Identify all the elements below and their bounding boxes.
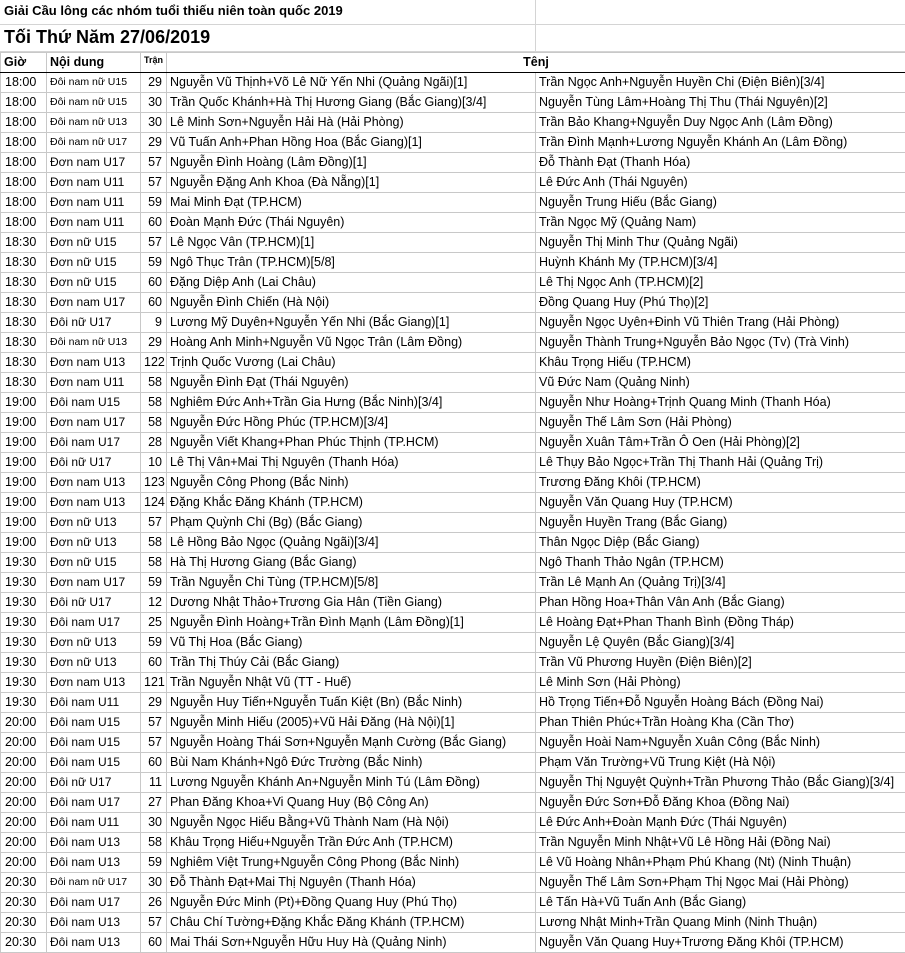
player1-cell: Nguyễn Công Phong (Bắc Ninh)	[167, 473, 536, 493]
category-cell: Đơn nữ U13	[47, 633, 141, 653]
match-cell: 9	[141, 313, 167, 333]
time-cell: 19:30	[1, 593, 47, 613]
match-cell: 57	[141, 733, 167, 753]
table-row	[1, 613, 905, 633]
match-cell: 122	[141, 353, 167, 373]
time-cell: 18:00	[1, 73, 47, 93]
player2-cell: Trần Lê Mạnh An (Quảng Trị)[3/4]	[536, 573, 905, 593]
category-cell: Đôi nam nữ U13	[47, 113, 141, 133]
table-row	[1, 453, 905, 473]
table-row	[1, 553, 905, 573]
time-cell: 20:00	[1, 833, 47, 853]
time-cell: 19:00	[1, 533, 47, 553]
time-cell: 18:30	[1, 373, 47, 393]
table-row	[1, 713, 905, 733]
player2-cell: Phan Thiên Phúc+Trần Hoàng Kha (Cần Thơ)	[536, 713, 905, 733]
match-cell: 60	[141, 213, 167, 233]
category-cell: Đơn nam U13	[47, 493, 141, 513]
match-cell: 57	[141, 713, 167, 733]
category-cell: Đôi nam nữ U13	[47, 333, 141, 353]
category-cell: Đơn nam U17	[47, 413, 141, 433]
time-cell: 20:00	[1, 753, 47, 773]
player1-cell: Phạm Quỳnh Chi (Bg) (Bắc Giang)	[167, 513, 536, 533]
match-cell: 124	[141, 493, 167, 513]
time-cell: 19:30	[1, 573, 47, 593]
table-row	[1, 393, 905, 413]
player1-cell: Đỗ Thành Đạt+Mai Thị Nguyên (Thanh Hóa)	[167, 873, 536, 893]
match-cell: 58	[141, 553, 167, 573]
player2-cell: Vũ Đức Nam (Quảng Ninh)	[536, 373, 905, 393]
match-cell: 29	[141, 693, 167, 713]
player1-cell: Nghiêm Việt Trung+Nguyễn Công Phong (Bắc Ninh)	[167, 853, 536, 873]
match-cell: 121	[141, 673, 167, 693]
player1-cell: Nguyễn Ngọc Hiếu Bằng+Vũ Thành Nam (Hà Nội)	[167, 813, 536, 833]
category-cell: Đơn nữ U13	[47, 533, 141, 553]
player2-cell: Trần Đình Mạnh+Lương Nguyễn Khánh An (Lâm Đồng)	[536, 133, 905, 153]
player1-cell: Ngô Thục Trân (TP.HCM)[5/8]	[167, 253, 536, 273]
table-row	[1, 113, 905, 133]
table-row	[1, 313, 905, 333]
player2-cell: Thân Ngọc Diệp (Bắc Giang)	[536, 533, 905, 553]
match-cell: 58	[141, 533, 167, 553]
player2-cell: Nguyễn Ngọc Uyên+Đinh Vũ Thiên Trang (Hải Phòng)	[536, 313, 905, 333]
time-cell: 18:00	[1, 173, 47, 193]
category-cell: Đơn nữ U15	[47, 233, 141, 253]
table-row	[1, 213, 905, 233]
time-cell: 20:30	[1, 933, 47, 953]
table-row	[1, 133, 905, 153]
match-cell: 60	[141, 753, 167, 773]
category-cell: Đôi nam U13	[47, 853, 141, 873]
category-cell: Đôi nữ U17	[47, 313, 141, 333]
time-cell: 19:30	[1, 633, 47, 653]
player2-cell: Lê Tấn Hà+Vũ Tuấn Anh (Bắc Giang)	[536, 893, 905, 913]
match-cell: 29	[141, 333, 167, 353]
player1-cell: Lương Nguyễn Khánh An+Nguyễn Minh Tú (Lâm Đồng)	[167, 773, 536, 793]
player1-cell: Trần Quốc Khánh+Hà Thị Hương Giang (Bắc Giang)[3/4]	[167, 93, 536, 113]
title-row	[0, 0, 905, 25]
player2-cell: Nguyễn Tùng Lâm+Hoàng Thị Thu (Thái Nguyên)[2]	[536, 93, 905, 113]
player2-cell: Lê Hoàng Đạt+Phan Thanh Bình (Đồng Tháp)	[536, 613, 905, 633]
time-cell: 20:00	[1, 793, 47, 813]
time-cell: 18:30	[1, 333, 47, 353]
player2-cell: Nguyễn Thế Lâm Sơn+Phạm Thị Ngọc Mai (Hải Phòng)	[536, 873, 905, 893]
table-row	[1, 233, 905, 253]
player1-cell: Nguyễn Viết Khang+Phan Phúc Thịnh (TP.HCM)	[167, 433, 536, 453]
category-cell: Đôi nam U17	[47, 893, 141, 913]
match-cell: 10	[141, 453, 167, 473]
table-row	[1, 353, 905, 373]
player2-cell: Khâu Trọng Hiếu (TP.HCM)	[536, 353, 905, 373]
category-cell: Đôi nam U13	[47, 833, 141, 853]
time-cell: 18:00	[1, 133, 47, 153]
time-cell: 19:30	[1, 653, 47, 673]
player1-cell: Lê Ngọc Vân (TP.HCM)[1]	[167, 233, 536, 253]
time-cell: 19:00	[1, 513, 47, 533]
table-row	[1, 913, 905, 933]
subtitle-row	[0, 25, 905, 52]
time-cell: 19:00	[1, 393, 47, 413]
player1-cell: Nguyễn Huy Tiến+Nguyễn Tuấn Kiệt (Bn) (Bắc Ninh)	[167, 693, 536, 713]
schedule-table	[0, 52, 905, 953]
category-cell: Đơn nữ U15	[47, 253, 141, 273]
sheet-title: Giải Cầu lông các nhóm tuổi thiếu niên toàn quốc 2019	[4, 3, 343, 18]
player2-cell: Nguyễn Văn Quang Huy+Trương Đăng Khôi (TP.HCM)	[536, 933, 905, 953]
category-cell: Đôi nam U17	[47, 433, 141, 453]
player2-cell: Nguyễn Thị Nguyệt Quỳnh+Trần Phương Thảo (Bắc Giang)[3/4]	[536, 773, 905, 793]
match-cell: 59	[141, 193, 167, 213]
category-cell: Đơn nam U17	[47, 153, 141, 173]
player1-cell: Nguyễn Đình Hoàng+Trần Đình Mạnh (Lâm Đồng)[1]	[167, 613, 536, 633]
table-row	[1, 513, 905, 533]
time-cell: 18:30	[1, 233, 47, 253]
player1-cell: Đoàn Mạnh Đức (Thái Nguyên)	[167, 213, 536, 233]
table-row	[1, 273, 905, 293]
player1-cell: Hoàng Anh Minh+Nguyễn Vũ Ngọc Trân (Lâm Đồng)	[167, 333, 536, 353]
table-row	[1, 853, 905, 873]
player1-cell: Hà Thị Hương Giang (Bắc Giang)	[167, 553, 536, 573]
player2-cell: Nguyễn Trung Hiếu (Bắc Giang)	[536, 193, 905, 213]
category-cell: Đơn nữ U15	[47, 273, 141, 293]
player2-cell: Trần Ngọc Anh+Nguyễn Huyền Chi (Điện Biên)[3/4]	[536, 73, 905, 93]
player2-cell: Trần Nguyễn Minh Nhật+Vũ Lê Hồng Hải (Đồng Nai)	[536, 833, 905, 853]
time-cell: 19:00	[1, 493, 47, 513]
match-cell: 30	[141, 873, 167, 893]
category-cell: Đơn nam U17	[47, 293, 141, 313]
time-cell: 20:30	[1, 913, 47, 933]
category-cell: Đơn nam U11	[47, 373, 141, 393]
match-cell: 30	[141, 93, 167, 113]
player2-cell: Đỗ Thành Đạt (Thanh Hóa)	[536, 153, 905, 173]
player2-cell: Lê Thị Ngọc Anh (TP.HCM)[2]	[536, 273, 905, 293]
player1-cell: Vũ Thị Hoa (Bắc Giang)	[167, 633, 536, 653]
player1-cell: Lê Hồng Bảo Ngọc (Quảng Ngãi)[3/4]	[167, 533, 536, 553]
match-cell: 123	[141, 473, 167, 493]
table-row	[1, 593, 905, 613]
match-cell: 60	[141, 273, 167, 293]
time-cell: 20:00	[1, 713, 47, 733]
player1-cell: Nguyễn Vũ Thịnh+Võ Lê Nữ Yến Nhi (Quảng Ngãi)[1]	[167, 73, 536, 93]
player2-cell: Trần Bảo Khang+Nguyễn Duy Ngọc Anh (Lâm Đồng)	[536, 113, 905, 133]
match-cell: 26	[141, 893, 167, 913]
player1-cell: Dương Nhật Thảo+Trương Gia Hân (Tiền Giang)	[167, 593, 536, 613]
match-cell: 25	[141, 613, 167, 633]
player1-cell: Mai Thái Sơn+Nguyễn Hữu Huy Hà (Quảng Ninh)	[167, 933, 536, 953]
table-row	[1, 773, 905, 793]
category-cell: Đôi nam U15	[47, 733, 141, 753]
time-cell: 20:00	[1, 773, 47, 793]
table-row	[1, 653, 905, 673]
time-cell: 20:30	[1, 893, 47, 913]
player2-cell: Lương Nhật Minh+Trần Quang Minh (Ninh Thuận)	[536, 913, 905, 933]
player1-cell: Nguyễn Đình Đạt (Thái Nguyên)	[167, 373, 536, 393]
player2-cell: Huỳnh Khánh My (TP.HCM)[3/4]	[536, 253, 905, 273]
time-cell: 19:30	[1, 693, 47, 713]
category-cell: Đôi nữ U17	[47, 453, 141, 473]
player1-cell: Đặng Khắc Đăng Khánh (TP.HCM)	[167, 493, 536, 513]
table-row	[1, 173, 905, 193]
time-cell: 18:00	[1, 93, 47, 113]
time-cell: 18:30	[1, 293, 47, 313]
match-cell: 29	[141, 133, 167, 153]
time-cell: 18:00	[1, 213, 47, 233]
player2-cell: Lê Minh Sơn (Hải Phòng)	[536, 673, 905, 693]
category-cell: Đôi nam U15	[47, 753, 141, 773]
match-cell: 59	[141, 573, 167, 593]
match-cell: 60	[141, 653, 167, 673]
category-cell: Đôi nữ U17	[47, 593, 141, 613]
category-cell: Đôi nam nữ U15	[47, 93, 141, 113]
match-cell: 59	[141, 853, 167, 873]
table-row	[1, 753, 905, 773]
time-cell: 19:00	[1, 453, 47, 473]
category-cell: Đôi nam U15	[47, 393, 141, 413]
match-cell: 28	[141, 433, 167, 453]
header-time: Giờ	[1, 53, 47, 73]
player1-cell: Nguyễn Đình Chiến (Hà Nội)	[167, 293, 536, 313]
player2-cell: Đồng Quang Huy (Phú Thọ)[2]	[536, 293, 905, 313]
category-cell: Đôi nam nữ U17	[47, 133, 141, 153]
header-category: Nội dung	[47, 53, 141, 73]
player1-cell: Trịnh Quốc Vương (Lai Châu)	[167, 353, 536, 373]
player1-cell: Trần Thị Thúy Cải (Bắc Giang)	[167, 653, 536, 673]
match-cell: 57	[141, 173, 167, 193]
category-cell: Đôi nam U17	[47, 793, 141, 813]
player2-cell: Lê Thụy Bảo Ngọc+Trần Thị Thanh Hải (Quảng Trị)	[536, 453, 905, 473]
match-cell: 12	[141, 593, 167, 613]
time-cell: 18:00	[1, 193, 47, 213]
player2-cell: Phan Hồng Hoa+Thân Vân Anh (Bắc Giang)	[536, 593, 905, 613]
category-cell: Đơn nam U13	[47, 353, 141, 373]
time-cell: 20:00	[1, 853, 47, 873]
header-match: Trận	[141, 53, 167, 73]
player2-cell: Lê Đức Anh+Đoàn Mạnh Đức (Thái Nguyên)	[536, 813, 905, 833]
table-row	[1, 693, 905, 713]
time-cell: 19:00	[1, 473, 47, 493]
player2-cell: Lê Đức Anh (Thái Nguyên)	[536, 173, 905, 193]
time-cell: 20:30	[1, 873, 47, 893]
table-row	[1, 93, 905, 113]
table-row	[1, 873, 905, 893]
category-cell: Đơn nam U13	[47, 673, 141, 693]
player2-cell: Nguyễn Văn Quang Huy (TP.HCM)	[536, 493, 905, 513]
player1-cell: Nguyễn Minh Hiếu (2005)+Vũ Hải Đăng (Hà Nội)[1]	[167, 713, 536, 733]
match-cell: 57	[141, 153, 167, 173]
player2-cell: Trần Ngọc Mỹ (Quảng Nam)	[536, 213, 905, 233]
player1-cell: Trần Nguyễn Chi Tùng (TP.HCM)[5/8]	[167, 573, 536, 593]
category-cell: Đơn nữ U15	[47, 553, 141, 573]
player1-cell: Mai Minh Đạt (TP.HCM)	[167, 193, 536, 213]
player2-cell: Phạm Văn Trường+Vũ Trung Kiệt (Hà Nội)	[536, 753, 905, 773]
player2-cell: Nguyễn Lệ Quyên (Bắc Giang)[3/4]	[536, 633, 905, 653]
match-cell: 57	[141, 233, 167, 253]
player1-cell: Lê Minh Sơn+Nguyễn Hải Hà (Hải Phòng)	[167, 113, 536, 133]
category-cell: Đơn nam U11	[47, 173, 141, 193]
category-cell: Đôi nam nữ U15	[47, 73, 141, 93]
match-cell: 60	[141, 293, 167, 313]
player1-cell: Nguyễn Đặng Anh Khoa (Đà Nẵng)[1]	[167, 173, 536, 193]
table-row	[1, 533, 905, 553]
time-cell: 18:30	[1, 273, 47, 293]
table-row	[1, 473, 905, 493]
player2-cell: Trương Đăng Khôi (TP.HCM)	[536, 473, 905, 493]
category-cell: Đôi nam U15	[47, 713, 141, 733]
table-row	[1, 893, 905, 913]
match-cell: 29	[141, 73, 167, 93]
category-cell: Đơn nữ U13	[47, 653, 141, 673]
time-cell: 19:30	[1, 553, 47, 573]
match-cell: 57	[141, 913, 167, 933]
table-body	[1, 73, 905, 953]
table-row	[1, 573, 905, 593]
player1-cell: Nguyễn Hoàng Thái Sơn+Nguyễn Mạnh Cường (Bắc Giang)	[167, 733, 536, 753]
player2-cell: Nguyễn Thế Lâm Sơn (Hải Phòng)	[536, 413, 905, 433]
player1-cell: Nghiêm Đức Anh+Trần Gia Hưng (Bắc Ninh)[3/4]	[167, 393, 536, 413]
player2-cell: Trần Vũ Phương Huyền (Điện Biên)[2]	[536, 653, 905, 673]
player1-cell: Khâu Trọng Hiếu+Nguyễn Trần Đức Anh (TP.HCM)	[167, 833, 536, 853]
match-cell: 60	[141, 933, 167, 953]
player1-cell: Đặng Diệp Anh (Lai Châu)	[167, 273, 536, 293]
match-cell: 58	[141, 833, 167, 853]
match-cell: 11	[141, 773, 167, 793]
category-cell: Đôi nam U11	[47, 693, 141, 713]
player2-cell: Nguyễn Thị Minh Thư (Quảng Ngãi)	[536, 233, 905, 253]
time-cell: 18:30	[1, 353, 47, 373]
table-row	[1, 673, 905, 693]
player1-cell: Nguyễn Đức Minh (Pt)+Đồng Quang Huy (Phú Thọ)	[167, 893, 536, 913]
player1-cell: Châu Chí Tường+Đặng Khắc Đăng Khánh (TP.HCM)	[167, 913, 536, 933]
sheet-subtitle: Tối Thứ Năm 27/06/2019	[4, 27, 210, 48]
match-cell: 57	[141, 513, 167, 533]
table-row	[1, 433, 905, 453]
table-row	[1, 293, 905, 313]
time-cell: 19:00	[1, 413, 47, 433]
table-row	[1, 793, 905, 813]
time-cell: 19:30	[1, 613, 47, 633]
table-row	[1, 413, 905, 433]
player2-cell: Nguyễn Hoài Nam+Nguyễn Xuân Công (Bắc Ninh)	[536, 733, 905, 753]
player2-cell: Nguyễn Thành Trung+Nguyễn Bảo Ngọc (Tv) (Trà Vinh)	[536, 333, 905, 353]
table-row	[1, 153, 905, 173]
player1-cell: Lê Thị Vân+Mai Thị Nguyên (Thanh Hóa)	[167, 453, 536, 473]
match-cell: 58	[141, 413, 167, 433]
table-row	[1, 813, 905, 833]
player1-cell: Vũ Tuấn Anh+Phan Hồng Hoa (Bắc Giang)[1]	[167, 133, 536, 153]
time-cell: 20:00	[1, 733, 47, 753]
player1-cell: Trần Nguyễn Nhật Vũ (TT - Huế)	[167, 673, 536, 693]
table-row	[1, 733, 905, 753]
category-cell: Đơn nữ U13	[47, 513, 141, 533]
time-cell: 18:30	[1, 313, 47, 333]
category-cell: Đôi nam U11	[47, 813, 141, 833]
match-cell: 59	[141, 253, 167, 273]
category-cell: Đơn nam U13	[47, 473, 141, 493]
match-cell: 30	[141, 813, 167, 833]
table-row	[1, 833, 905, 853]
match-cell: 30	[141, 113, 167, 133]
category-cell: Đôi nam nữ U17	[47, 873, 141, 893]
player2-cell: Ngô Thanh Thảo Ngân (TP.HCM)	[536, 553, 905, 573]
player1-cell: Phan Đăng Khoa+Vi Quang Huy (Bộ Công An)	[167, 793, 536, 813]
player2-cell: Nguyễn Như Hoàng+Trịnh Quang Minh (Thanh Hóa)	[536, 393, 905, 413]
player2-cell: Hồ Trọng Tiến+Đỗ Nguyễn Hoàng Bách (Đồng Nai)	[536, 693, 905, 713]
player2-cell: Nguyễn Huyền Trang (Bắc Giang)	[536, 513, 905, 533]
header-names: Tênj	[167, 53, 905, 73]
match-cell: 58	[141, 393, 167, 413]
player2-cell: Nguyễn Đức Sơn+Đỗ Đăng Khoa (Đồng Nai)	[536, 793, 905, 813]
match-cell: 27	[141, 793, 167, 813]
table-row	[1, 73, 905, 93]
table-row	[1, 333, 905, 353]
time-cell: 18:00	[1, 153, 47, 173]
table-row	[1, 373, 905, 393]
player1-cell: Lương Mỹ Duyên+Nguyễn Yến Nhi (Bắc Giang)[1]	[167, 313, 536, 333]
category-cell: Đôi nữ U17	[47, 773, 141, 793]
category-cell: Đơn nam U11	[47, 213, 141, 233]
time-cell: 18:30	[1, 253, 47, 273]
table-row	[1, 633, 905, 653]
time-cell: 19:30	[1, 673, 47, 693]
player1-cell: Bùi Nam Khánh+Ngô Đức Trường (Bắc Ninh)	[167, 753, 536, 773]
category-cell: Đơn nam U17	[47, 573, 141, 593]
table-row	[1, 253, 905, 273]
player2-cell: Nguyễn Xuân Tâm+Trần Ô Oen (Hải Phòng)[2]	[536, 433, 905, 453]
table-row	[1, 193, 905, 213]
player1-cell: Nguyễn Đình Hoàng (Lâm Đồng)[1]	[167, 153, 536, 173]
player1-cell: Nguyễn Đức Hồng Phúc (TP.HCM)[3/4]	[167, 413, 536, 433]
time-cell: 20:00	[1, 813, 47, 833]
match-cell: 59	[141, 633, 167, 653]
time-cell: 19:00	[1, 433, 47, 453]
time-cell: 18:00	[1, 113, 47, 133]
category-cell: Đôi nam U17	[47, 613, 141, 633]
category-cell: Đôi nam U13	[47, 933, 141, 953]
match-cell: 58	[141, 373, 167, 393]
header-row	[1, 53, 905, 73]
table-row	[1, 493, 905, 513]
player2-cell: Lê Vũ Hoàng Nhân+Phạm Phú Khang (Nt) (Ninh Thuận)	[536, 853, 905, 873]
category-cell: Đôi nam U13	[47, 913, 141, 933]
category-cell: Đơn nam U11	[47, 193, 141, 213]
